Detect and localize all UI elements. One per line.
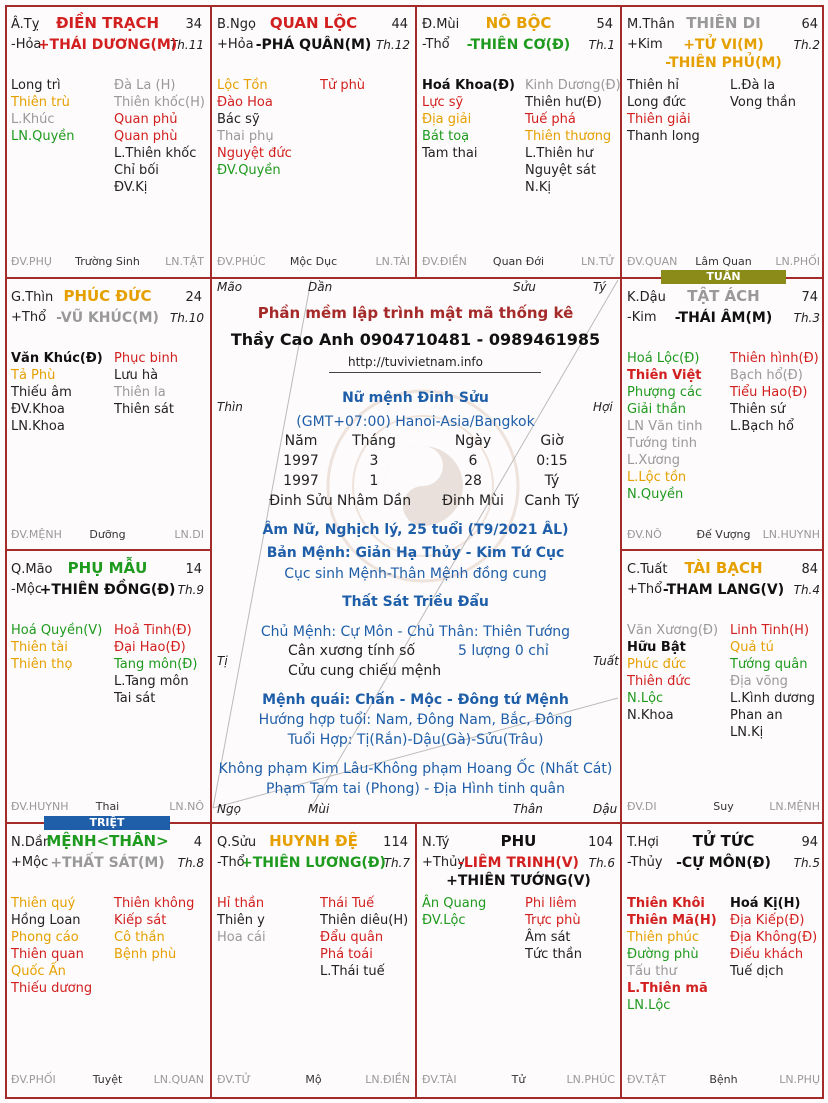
chu-menh: Chủ Mệnh: Cự Môn - Chủ Thân: Thiên Tướng (260, 624, 571, 640)
person-name: Nữ mệnh Đinh Sửu (342, 390, 489, 406)
palace-ln-label: LN.HUYNH (762, 528, 820, 541)
palace-branch: G.Thìn (11, 290, 54, 305)
minor-star: Thiên quan (11, 947, 84, 962)
minor-star: Tướng quân (730, 657, 808, 672)
ban-menh: Bản Mệnh: Giản Hạ Thủy - Kim Tứ Cục (266, 545, 565, 561)
minor-star: Tấu thư (627, 964, 677, 979)
corner-ngo: Ngọ (217, 802, 241, 816)
minor-star: Kiếp sát (114, 913, 167, 928)
palace-ngo[interactable] (211, 5, 416, 277)
minor-star: ĐV.Quyền (217, 163, 281, 178)
palace-suu[interactable] (211, 823, 416, 1095)
tuoi-hop: Tuổi Hợp: Tị(Rắn)-Dậu(Gà)-Sửu(Trâu) (287, 732, 544, 748)
minor-star: Tử phù (320, 78, 366, 93)
minor-star: Lưu hà (114, 368, 159, 383)
author-line: Thầy Cao Anh 0904710481 - 0989461985 (230, 330, 601, 349)
minor-star: Nguyệt sát (525, 163, 596, 178)
palace-th: Th.4 (793, 583, 820, 597)
minor-star: Bệnh phù (114, 947, 177, 962)
minor-star: Bạch hổ(Đ) (730, 368, 803, 383)
palace-ln-label: LN.DI (174, 528, 204, 541)
minor-star: L.Thiên khốc (114, 146, 197, 161)
minor-star: Đà La (H) (114, 78, 176, 93)
palace-age-number: 94 (801, 835, 818, 850)
major-star: +THIÊN ĐỒNG(Đ) (39, 582, 176, 598)
minor-star: ĐV.Khoa (11, 402, 65, 417)
major-star: -THIÊN PHỦ(M) (665, 55, 782, 71)
palace-age-number: 64 (801, 17, 818, 32)
palace-title: TẬT ÁCH (687, 287, 760, 305)
minor-star: LN.Khoa (11, 419, 65, 434)
minor-star: Thiên Việt (627, 368, 702, 383)
minor-star: N.Khoa (627, 708, 674, 723)
palace-mao[interactable] (5, 550, 210, 822)
palace-th: Th.6 (588, 856, 615, 870)
palace-stage: Đế Vượng (696, 528, 751, 541)
minor-star: Đại Hao(Đ) (114, 640, 186, 655)
minor-star: Tiểu Hao(Đ) (730, 385, 808, 400)
palace-ln-label: LN.NÔ (169, 800, 204, 813)
minor-star: L.Thiên hư (525, 146, 594, 161)
palace-than[interactable] (621, 5, 826, 277)
palace-title: PHU (500, 832, 537, 850)
minor-star: Thiên Khôi (627, 896, 705, 911)
palace-dv-label: ĐV.ĐIỀN (422, 255, 467, 268)
palace-element: +Thổ (11, 310, 47, 325)
minor-star: Thiên thương (525, 129, 612, 144)
palace-ty[interactable] (5, 5, 210, 277)
am-nu-line: Âm Nữ, Nghịch lý, 25 tuổi (T9/2021 ÂL) (262, 522, 569, 538)
palace-stage: Thai (95, 800, 120, 813)
palace-branch: M.Thân (627, 17, 675, 32)
palace-tuat[interactable] (621, 550, 826, 822)
minor-star: Thiếu dương (11, 981, 93, 996)
minor-star: Thiên la (114, 385, 166, 400)
palace-ln-label: LN.PHÚC (566, 1073, 615, 1086)
palace-dau[interactable] (621, 278, 826, 550)
minor-star: N.Lộc (627, 691, 664, 706)
palace-element: -Hỏa (11, 37, 42, 52)
minor-star: Địa giải (422, 112, 472, 127)
palace-element: -Thủy (627, 855, 663, 870)
palace-branch: N.Dần (11, 835, 52, 850)
palace-stage: Trường Sinh (75, 255, 140, 268)
menh-quai: Mệnh quái: Chấn - Mộc - Đông tứ Mệnh (262, 692, 569, 708)
minor-star: Đào Hoa (217, 95, 273, 110)
date-lunar-cell: 28 (464, 473, 482, 489)
minor-star: Bát toạ (422, 129, 470, 144)
software-title: Phần mềm lập trình mật mã thống kê (257, 304, 574, 322)
minor-star: LN.Kị (730, 725, 764, 740)
minor-star: Trực phù (525, 913, 581, 928)
minor-star: L.Xương (627, 453, 680, 468)
palace-element: +Mộc (11, 855, 49, 870)
minor-star: L.Đà la (730, 78, 776, 93)
can-xuong-value: 5 lượng 0 chỉ (458, 643, 549, 659)
palace-dv-label: ĐV.MỆNH (11, 528, 62, 541)
minor-star: L.Kình dương (730, 691, 816, 706)
palace-th: Th.2 (793, 38, 820, 52)
minor-star: Thiên diêu(H) (320, 913, 409, 928)
minor-star: Văn Khúc(Đ) (11, 351, 103, 366)
minor-star: Phượng các (627, 385, 703, 400)
major-star: +THẤT SÁT(M) (50, 855, 165, 871)
date-solar-cell: 1997 (283, 453, 319, 469)
palace-stage: Lâm Quan (695, 255, 752, 268)
minor-star: Đẩu quân (320, 930, 384, 945)
palace-title: THIÊN DI (686, 14, 761, 32)
palace-ty2[interactable] (416, 823, 621, 1095)
palace-mui[interactable] (416, 5, 621, 277)
palace-dv-label: ĐV.DI (627, 800, 657, 813)
date-canchi-cell: Đinh Sửu (269, 493, 333, 509)
palace-ln-label: LN.TỬ (580, 255, 615, 268)
palace-th: Th.11 (169, 38, 204, 52)
minor-star: Chỉ bối (114, 163, 159, 178)
minor-star: Tam thai (422, 146, 478, 161)
corner-dau: Dậu (593, 802, 618, 816)
palace-title: PHÚC ĐỨC (63, 287, 152, 305)
minor-star: Thái Tuế (320, 896, 375, 911)
palace-th: Th.8 (177, 856, 204, 870)
date-canchi-cell: Nhâm Dần (336, 493, 412, 509)
minor-star: Hữu Bật (627, 640, 686, 655)
corner-thin: Thìn (217, 400, 243, 414)
palace-branch: K.Dậu (627, 290, 666, 305)
minor-star: ĐV.Lộc (422, 913, 466, 928)
website-url[interactable]: http://tuvivietnam.info (348, 355, 483, 369)
minor-star: LN.Quyền (11, 129, 75, 144)
major-star: -THAM LANG(V) (662, 582, 785, 598)
minor-star: Thiên hỉ (627, 78, 680, 93)
minor-star: Thiên sát (114, 402, 174, 417)
minor-star: Thiên trù (11, 95, 70, 110)
palace-age-number: 114 (383, 835, 408, 850)
cuc-line: Cục sinh Mệnh-Thân Mệnh đồng cung (284, 566, 547, 582)
date-headers-cell: Năm (284, 433, 318, 449)
minor-star: Tuế dịch (730, 964, 784, 979)
minor-star: Đường phù (627, 947, 699, 962)
minor-star: Phục binh (114, 351, 178, 366)
minor-star: Hoá Kị(H) (730, 896, 801, 911)
major-star: -VŨ KHÚC(M) (56, 310, 159, 326)
timezone: (GMT+07:00) Hanoi-Asia/Bangkok (296, 414, 535, 430)
palace-stage: Mộc Dục (289, 255, 338, 268)
minor-star: Lực sỹ (422, 95, 464, 110)
minor-star: Tuế phá (525, 112, 576, 127)
minor-star: Thai phụ (217, 129, 274, 144)
palace-element: -Mộc (11, 582, 43, 597)
minor-star: Bác sỹ (217, 112, 260, 127)
palace-branch: B.Ngọ (217, 17, 256, 32)
date-headers-cell: Giờ (540, 433, 564, 449)
minor-star: Thiên phúc (627, 930, 700, 945)
minor-star: Hoá Lộc(Đ) (627, 351, 700, 366)
minor-star: Địa Kiếp(Đ) (730, 913, 805, 928)
palace-branch: Đ.Mùi (422, 17, 460, 32)
corner-mao: Mão (217, 280, 243, 294)
major-star: +THIÊN TƯỚNG(V) (446, 873, 591, 889)
that-sat-line: Thất Sát Triều Đẩu (342, 594, 489, 610)
minor-star: Long đức (627, 95, 687, 110)
corner-mui: Mùi (308, 802, 330, 816)
palace-title: PHỤ MẪU (67, 559, 148, 577)
palace-title: TÀI BẠCH (684, 559, 763, 577)
palace-stage: Dưỡng (89, 528, 126, 541)
date-headers-cell: Ngày (454, 433, 492, 449)
palace-th: Th.3 (793, 311, 820, 325)
palace-element: -Thổ (422, 37, 450, 52)
minor-star: Thiên giải (627, 112, 691, 127)
date-solar-cell: 3 (369, 453, 379, 469)
palace-th: Th.5 (793, 856, 820, 870)
palace-stage: Tuyệt (92, 1073, 123, 1086)
minor-star: N.Quyền (627, 487, 684, 502)
palace-age-number: 34 (185, 17, 202, 32)
minor-star: L.Khúc (11, 112, 55, 127)
date-lunar-cell: Tý (544, 473, 560, 489)
palace-dv-label: ĐV.QUAN (627, 255, 678, 268)
palace-element: -Thổ (217, 855, 245, 870)
minor-star: Tướng tinh (627, 436, 697, 451)
minor-star: Linh Tinh(H) (730, 623, 810, 638)
minor-star: Hỉ thần (217, 896, 265, 911)
major-star: -LIÊM TRINH(V) (458, 855, 579, 871)
palace-element: -Kim (627, 310, 657, 325)
palace-ln-label: LN.TÀI (375, 255, 410, 268)
minor-star: Kinh Dương(Đ) (525, 78, 621, 93)
palace-th: Th.7 (383, 856, 410, 870)
major-star: +TỬ VI(M) (683, 37, 764, 53)
palace-dv-label: ĐV.TẬT (627, 1073, 666, 1086)
minor-star: Thiên y (217, 913, 265, 928)
minor-star: Thiên Mã(H) (627, 913, 717, 928)
minor-star: Thiên hư(Đ) (525, 95, 602, 110)
minor-star: Tai sát (114, 691, 156, 706)
major-star: -THIÊN CƠ(Đ) (466, 37, 571, 53)
minor-star: Long trì (11, 78, 61, 93)
minor-star: Thiên quý (11, 896, 76, 911)
date-lunar-cell: 1 (369, 473, 379, 489)
minor-star: Phan an (730, 708, 783, 723)
minor-star: Phi liêm (525, 896, 577, 911)
palace-branch: T.Hợi (627, 835, 659, 850)
minor-star: Ân Quang (422, 896, 487, 911)
palace-ln-label: LN.PHỐI (775, 255, 820, 268)
major-star: -CỰ MÔN(Đ) (676, 855, 771, 871)
palace-dv-label: ĐV.PHỤ (11, 255, 52, 268)
minor-star: Âm sát (525, 930, 571, 945)
major-star: +THIÊN LƯƠNG(Đ) (241, 855, 386, 871)
minor-star: Vong thần (730, 95, 797, 110)
minor-star: Thiên thọ (11, 657, 73, 672)
cuu-cung: Cửu cung chiếu mệnh (288, 663, 442, 679)
palace-title: TỬ TỨC (692, 832, 755, 850)
palace-stage: Bệnh (709, 1073, 738, 1086)
palace-stage: Tử (511, 1073, 526, 1086)
palace-age-number: 4 (193, 835, 202, 850)
palace-ln-label: LN.TẬT (165, 255, 204, 268)
palace-dv-label: ĐV.TỬ (217, 1073, 252, 1086)
palace-age-number: 24 (185, 290, 202, 305)
minor-star: Quan phủ (114, 112, 178, 127)
minor-star: Tức thần (525, 947, 583, 962)
palace-th: Th.1 (588, 38, 615, 52)
palace-title: QUAN LỘC (269, 14, 358, 32)
palace-thin[interactable] (5, 278, 210, 550)
minor-star: Thiên không (114, 896, 195, 911)
palace-element: +Hỏa (217, 37, 254, 52)
palace-title: HUYNH ĐỆ (269, 832, 358, 850)
minor-star: N.Kị (525, 180, 551, 195)
minor-star: Hồng Loan (11, 913, 81, 928)
minor-star: Giải thần (627, 402, 686, 417)
major-star: -THÁI ÂM(M) (674, 310, 773, 326)
minor-star: LN.Lộc (627, 998, 671, 1013)
palace-age-number: 84 (801, 562, 818, 577)
palace-th: Th.12 (375, 38, 410, 52)
minor-star: Thiên hình(Đ) (730, 351, 819, 366)
corner-ty: Tý (593, 280, 607, 294)
minor-star: Địa võng (730, 674, 788, 689)
palace-branch: Â.Tỵ (11, 17, 40, 32)
minor-star: Phong cáo (11, 930, 79, 945)
minor-star: ĐV.Kị (114, 180, 148, 195)
center-panel (211, 278, 620, 822)
major-star: +THÁI DƯƠNG(M) (37, 37, 178, 53)
minor-star: Điếu khách (730, 947, 804, 962)
minor-star: L.Tang môn (114, 674, 189, 689)
palace-th: Th.9 (177, 583, 204, 597)
minor-star: Thanh long (627, 129, 700, 144)
date-lunar-cell: 1997 (283, 473, 319, 489)
minor-star: Tang môn(Đ) (114, 657, 198, 672)
palace-dv-label: ĐV.PHÚC (217, 255, 266, 268)
palace-age-number: 74 (801, 290, 818, 305)
url-underline (329, 372, 541, 373)
minor-star: Văn Xương(Đ) (627, 623, 719, 638)
palace-branch: N.Tý (422, 835, 450, 850)
palace-ln-label: LN.QUAN (153, 1073, 204, 1086)
palace-title: MỆNH<THÂN> (46, 832, 169, 850)
minor-star: Phá toái (320, 947, 373, 962)
minor-star: L.Lộc tồn (627, 470, 687, 485)
date-solar-cell: 0:15 (536, 453, 568, 469)
date-headers-cell: Tháng (352, 433, 396, 449)
minor-star: L.Bạch hổ (730, 419, 794, 434)
minor-star: Phúc đức (627, 657, 687, 672)
minor-star: Hoá Quyền(V) (11, 623, 103, 638)
minor-star: Lộc Tồn (217, 78, 268, 93)
minor-star: Thiên khốc(H) (114, 95, 205, 110)
palace-dv-label: ĐV.NÔ (627, 528, 662, 541)
pham-tam-tai: Phạm Tam tai (Phong) - Địa Hình tinh quân (266, 781, 565, 797)
palace-age-number: 54 (596, 17, 613, 32)
palace-element: +Thổ (627, 582, 663, 597)
minor-star: Quốc Ấn (11, 964, 66, 979)
triet-tag: TRIỆT (44, 816, 170, 830)
corner-ti: Tị (217, 654, 228, 668)
minor-star: Quả tú (730, 640, 774, 655)
corner-hoi: Hợi (593, 400, 613, 414)
minor-star: LN Văn tinh (627, 419, 703, 434)
minor-star: L.Thái tuế (320, 964, 385, 979)
palace-hoi[interactable] (621, 823, 826, 1095)
palace-dv-label: ĐV.PHỐI (11, 1073, 56, 1086)
corner-suu: Sửu (513, 280, 536, 294)
palace-element: +Kim (627, 37, 663, 52)
date-canchi-cell: Canh Tý (524, 493, 580, 509)
minor-star: Hoả Tinh(Đ) (114, 623, 192, 638)
can-xuong-label: Cân xương tính số (288, 643, 416, 659)
khong-pham: Không phạm Kim Lâu-Không phạm Hoang Ốc (Nhất Cát) (218, 761, 613, 777)
major-star: -PHÁ QUÂN(M) (255, 37, 372, 53)
date-solar-cell: 6 (468, 453, 478, 469)
palace-age-number: 14 (185, 562, 202, 577)
corner-than: Thân (513, 802, 543, 816)
tuan-tag: TUẦN (661, 270, 786, 284)
minor-star: Tả Phù (11, 368, 56, 383)
minor-star: Thiên sứ (730, 402, 786, 417)
palace-age-number: 44 (391, 17, 408, 32)
palace-ln-label: LN.PHỤ (779, 1073, 820, 1086)
palace-ln-label: LN.MỆNH (769, 800, 820, 813)
minor-star: Hoa cái (217, 930, 266, 945)
minor-star: Thiếu âm (11, 385, 72, 400)
palace-stage: Mộ (305, 1073, 322, 1086)
palace-element: +Thủy (422, 855, 466, 870)
palace-th: Th.10 (169, 311, 204, 325)
minor-star: Thiên tài (11, 640, 68, 655)
palace-branch: C.Tuất (627, 562, 668, 577)
palace-stage: Suy (713, 800, 734, 813)
palace-stage: Quan Đới (492, 255, 545, 268)
date-canchi-cell: Đinh Mùi (442, 493, 504, 509)
palace-dv-label: ĐV.TÀI (422, 1073, 457, 1086)
minor-star: Nguyệt đức (217, 146, 292, 161)
minor-star: Địa Không(Đ) (730, 930, 818, 945)
palace-dv-label: ĐV.HUYNH (11, 800, 69, 813)
minor-star: Thiên đức (627, 674, 691, 689)
minor-star: L.Thiên mã (627, 981, 708, 996)
minor-star: Quan phù (114, 129, 178, 144)
palace-dan[interactable] (5, 823, 210, 1095)
palace-ln-label: LN.ĐIỀN (365, 1073, 410, 1086)
corner-dan: Dần (308, 280, 333, 294)
palace-branch: Q.Sửu (217, 835, 257, 850)
palace-title: NÔ BỘC (485, 14, 552, 32)
corner-tuat: Tuất (593, 654, 619, 668)
palace-title: ĐIỀN TRẠCH (55, 14, 160, 32)
palace-branch: Q.Mão (11, 562, 53, 577)
minor-star: Cô thần (114, 930, 165, 945)
huong-hop: Hướng hợp tuổi: Nam, Đông Nam, Bắc, Đông (258, 712, 573, 728)
minor-star: Hoá Khoa(Đ) (422, 78, 515, 93)
palace-age-number: 104 (588, 835, 613, 850)
